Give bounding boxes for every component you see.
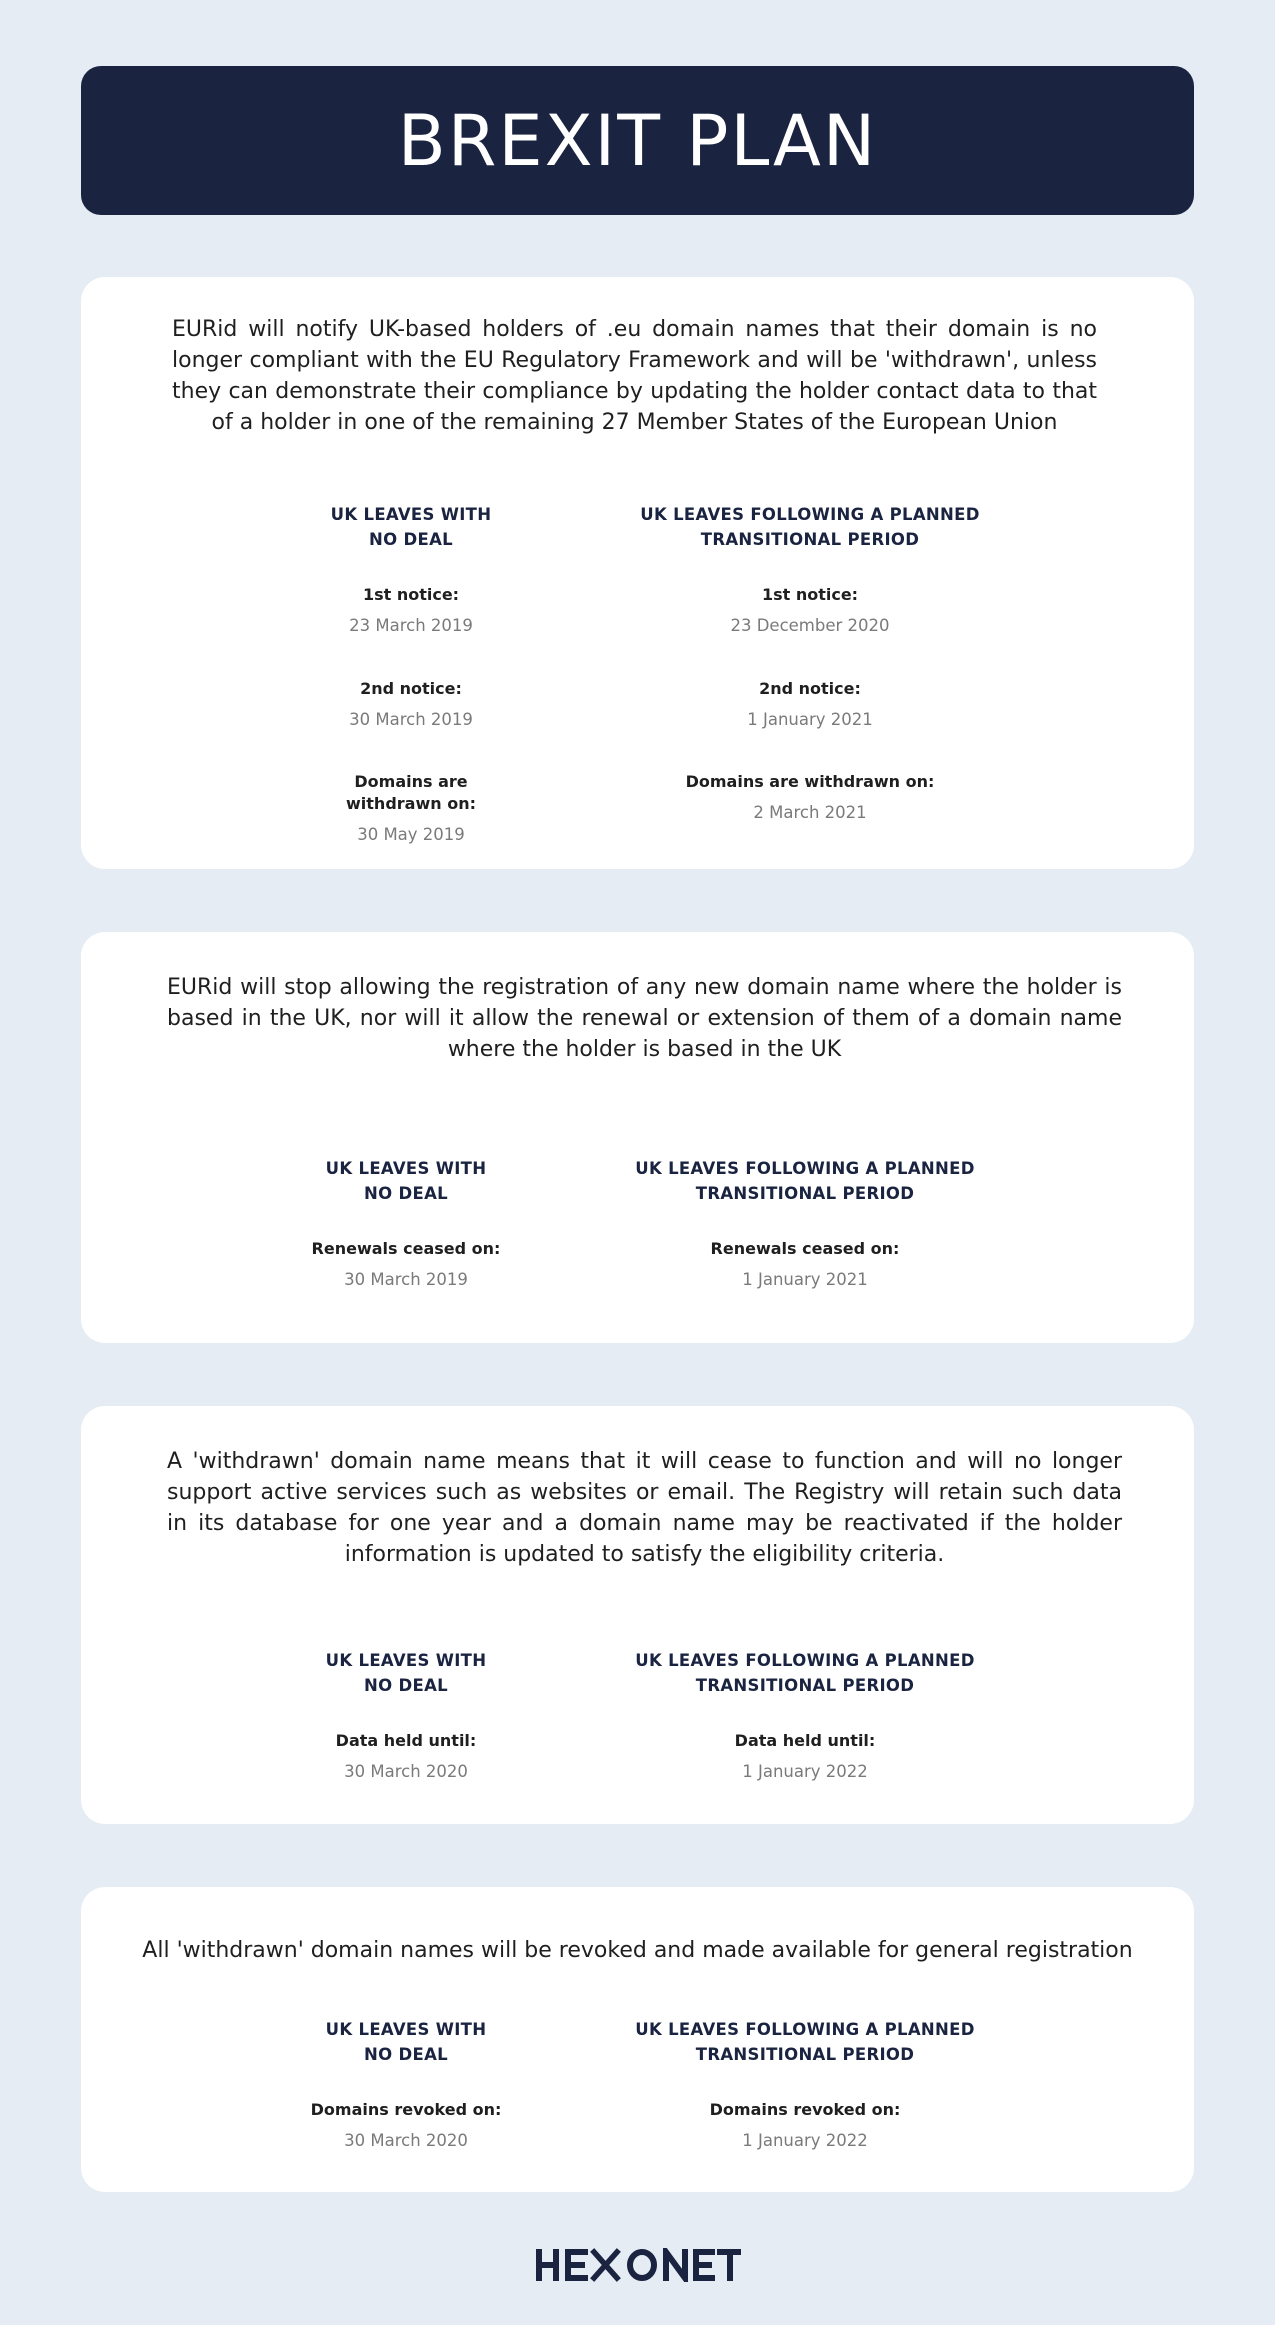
section-card-notices [81, 277, 1194, 869]
item-date: 1 January 2021 [747, 710, 873, 729]
column-no-deal [306, 1648, 506, 1798]
item-label: 2nd notice: [360, 679, 462, 698]
timeline-item [635, 771, 985, 824]
timeline-item [630, 2099, 980, 2152]
column-no-deal [306, 502, 516, 842]
timeline-item [635, 584, 985, 637]
page-title: BREXIT PLAN [397, 99, 878, 182]
title-banner [81, 66, 1194, 215]
item-label: Domains are withdrawn on: [685, 772, 935, 791]
column-no-deal [306, 2017, 506, 2167]
item-date: 1 January 2022 [742, 1762, 868, 1781]
item-label: 1st notice: [761, 585, 859, 604]
item-date: 2 March 2021 [753, 803, 867, 822]
column-transition [630, 1156, 980, 1306]
item-date: 30 March 2020 [344, 1762, 468, 1781]
timeline-item [306, 678, 516, 731]
column-heading: UK LEAVES WITH NO DEAL [330, 505, 492, 549]
timeline-item [306, 1238, 506, 1291]
item-date: 30 March 2019 [349, 710, 473, 729]
section-intro: EURid will notify UK-based holders of .eu domain names that their domain is no longer compliant with the EU Regulatory Framework and will be 'withdrawn', unless they can demonstrate their compliance by updating the holder contact data to that of a holder in one of the remaining 27 Member States of the European Union [172, 317, 1097, 435]
item-date: 23 December 2020 [730, 616, 890, 635]
item-date: 30 May 2019 [357, 825, 465, 844]
section-intro: A 'withdrawn' domain name means that it will cease to function and will no longer support active services such as websites or email. The Registry will retain such data in its database for one year and a domain name may be reactivated if the holder information is updated to satisfy the eligibility criteria. [167, 1449, 1122, 1567]
item-label: 2nd notice: [759, 679, 861, 698]
timeline-item [306, 2099, 506, 2152]
item-date: 23 March 2019 [349, 616, 473, 635]
item-date: 30 March 2019 [344, 1270, 468, 1289]
item-label: Renewals ceased on: [311, 1239, 501, 1258]
timeline-item [306, 1730, 506, 1783]
column-heading: UK LEAVES WITH NO DEAL [325, 1159, 487, 1203]
column-heading: UK LEAVES FOLLOWING A PLANNED TRANSITIONAL PERIOD [635, 2020, 975, 2064]
column-heading: UK LEAVES FOLLOWING A PLANNED TRANSITIONAL PERIOD [635, 1651, 975, 1695]
timeline-item [306, 584, 516, 637]
item-label: Renewals ceased on: [710, 1239, 900, 1258]
item-label: Data held until: [734, 1731, 876, 1750]
section-card-renewals [81, 932, 1194, 1343]
item-label: Domains revoked on: [310, 2100, 502, 2119]
item-date: 1 January 2021 [742, 1270, 868, 1289]
item-label: Domains are withdrawn on: [346, 772, 476, 813]
item-date: 1 January 2022 [742, 2131, 868, 2150]
timeline-item [630, 1238, 980, 1291]
item-label: Domains revoked on: [709, 2100, 901, 2119]
timeline-item [306, 771, 516, 846]
column-transition [630, 1648, 980, 1798]
section-card-data-retention [81, 1406, 1194, 1824]
timeline-item [630, 1730, 980, 1783]
item-label: 1st notice: [362, 585, 460, 604]
section-intro: EURid will stop allowing the registration of any new domain name where the holder is based in the UK, nor will it allow the renewal or extension of them of a domain name where the holder is based in the UK [167, 975, 1122, 1062]
column-transition [635, 502, 985, 842]
column-transition [630, 2017, 980, 2167]
column-heading: UK LEAVES FOLLOWING A PLANNED TRANSITIONAL PERIOD [635, 1159, 975, 1203]
column-heading: UK LEAVES WITH NO DEAL [325, 1651, 487, 1695]
column-no-deal [306, 1156, 506, 1306]
section-intro: All 'withdrawn' domain names will be revoked and made available for general registration [142, 1938, 1133, 1963]
column-heading: UK LEAVES FOLLOWING A PLANNED TRANSITIONAL PERIOD [640, 505, 980, 549]
item-label: Data held until: [335, 1731, 477, 1750]
hexonet-logo [534, 2248, 741, 2282]
item-date: 30 March 2020 [344, 2131, 468, 2150]
timeline-item [635, 678, 985, 731]
column-heading: UK LEAVES WITH NO DEAL [325, 2020, 487, 2064]
section-card-revocation [81, 1887, 1194, 2192]
